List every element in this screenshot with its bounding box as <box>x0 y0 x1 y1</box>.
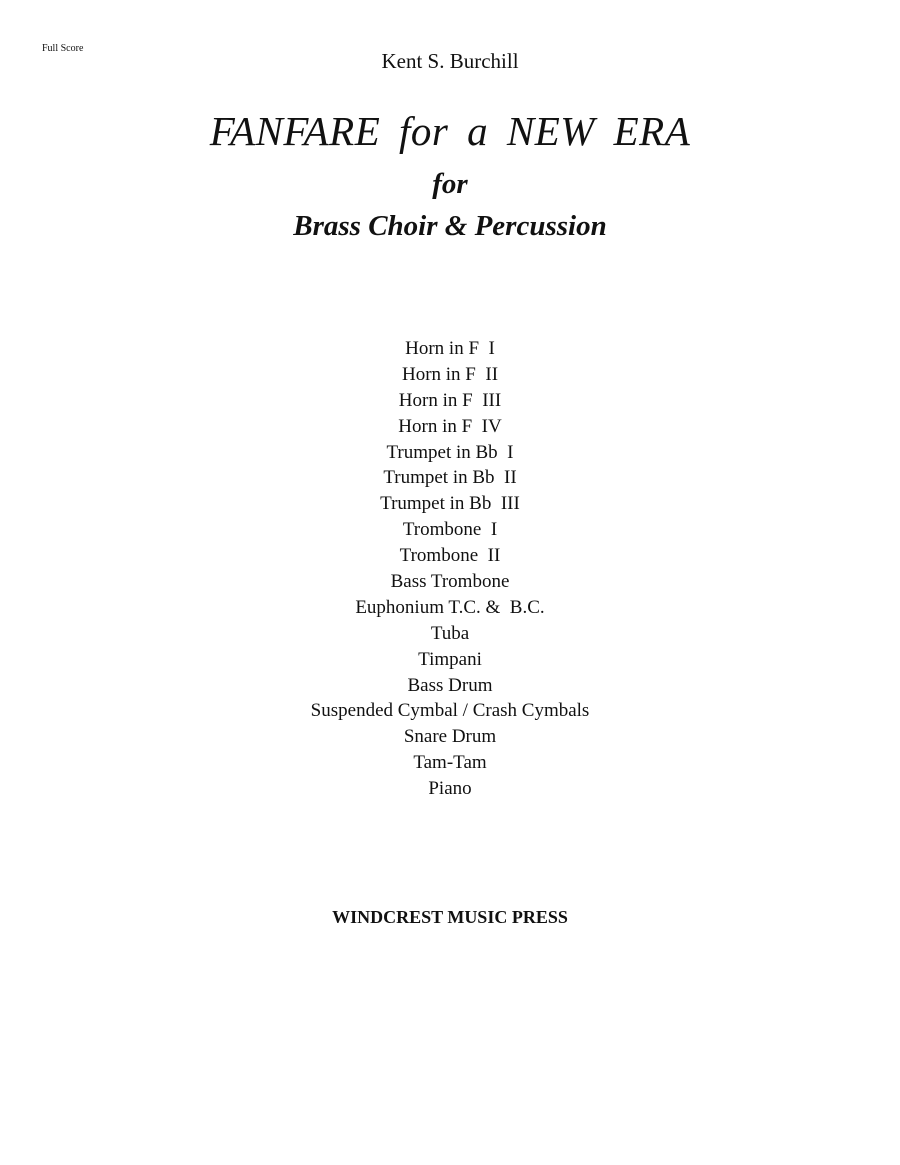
publisher-name: WINDCREST MUSIC PRESS <box>332 907 568 927</box>
instrument-item: Trombone I <box>402 519 498 541</box>
instrument-item: Snare Drum <box>403 726 497 748</box>
instrument-item: Piano <box>428 778 472 800</box>
instrument-item: Trombone II <box>399 545 501 567</box>
instrument-item: Tuba <box>430 622 470 644</box>
instrumentation-list <box>0 336 900 802</box>
instrument-item: Suspended Cymbal / Crash Cymbals <box>310 700 590 722</box>
instrument-item: Horn in F I <box>405 338 495 359</box>
instrument-item: Horn in F II <box>401 363 499 385</box>
instrument-item: Euphonium T.C. & B.C. <box>355 596 545 618</box>
instrument-item: Trumpet in Bb II <box>383 467 517 489</box>
instrument-item: Trumpet in Bb I <box>386 441 514 463</box>
score-type-label: Full Score <box>42 43 84 54</box>
instrument-item: Horn in F IV <box>398 415 502 437</box>
instrument-item: Timpani <box>418 648 482 670</box>
ensemble-name: Brass Choir & Percussion <box>293 210 607 242</box>
instrument-item: Bass Drum <box>407 674 493 696</box>
instrument-item: Trumpet in Bb III <box>380 493 520 515</box>
title-for-line: for <box>432 168 468 200</box>
instrument-item: Horn in F III <box>398 389 502 411</box>
work-title: FANFARE for a NEW ERA <box>209 108 691 154</box>
instrument-item: Bass Trombone <box>390 571 510 593</box>
composer-name: Kent S. Burchill <box>381 49 519 73</box>
instrument-item: Tam-Tam <box>413 752 487 774</box>
